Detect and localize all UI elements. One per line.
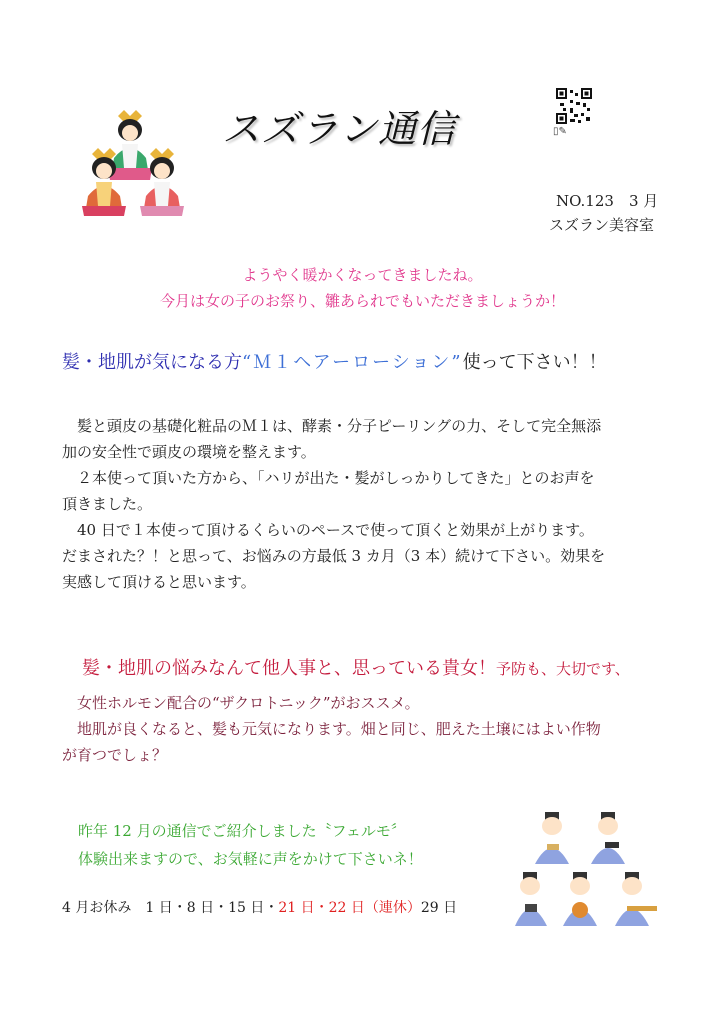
greeting-line-2: 今月は女の子のお祭り、雛あられでもいただきましょうか！ — [159, 292, 565, 310]
section1-heading-rest: 使って下さい！！ — [462, 352, 607, 373]
greeting-line-1: ようやく暖かくなってきましたね。 — [242, 266, 483, 284]
section2-line: 女性ホルモン配合の“ザクロトニック”がおススメ。 — [77, 694, 420, 712]
holiday-suffix: 29 日 — [420, 900, 458, 916]
hina-musicians-illustration — [515, 808, 675, 948]
section1-heading — [62, 348, 607, 374]
holiday-consecutive: 21 日・22 日（連休） — [278, 900, 421, 916]
musician-4 — [563, 872, 597, 926]
section1-line: だまされた？！と思って、お悩みの方最低 3 カ月（3 本）続けて下さい。効果を — [62, 547, 606, 565]
musician-3 — [515, 872, 547, 926]
newsletter-title: スズラン通信 — [222, 107, 457, 151]
princess-right — [140, 148, 184, 216]
section1-heading-main: 髪・地肌が気になる方 — [62, 352, 242, 373]
qr-small-icons: ▯✎ — [553, 126, 567, 137]
section1-body — [62, 413, 674, 595]
issue-number: NO.123 3 月 — [556, 192, 659, 210]
section1-line: ２本使って頂いた方から、「ハリが出た・髪がしっかりしてきた」とのお声を — [77, 469, 595, 487]
section1-line: 頂きました。 — [62, 495, 153, 513]
hina-princesses-illustration — [78, 108, 208, 218]
section2-line: 地肌が良くなると、髪も元気になります。畑と同じ、肥えた土壌にはよい作物 — [77, 720, 601, 738]
notice-line-2: 体験出来ますので、お気軽に声をかけて下さいネ！ — [78, 850, 423, 868]
section1-line: 加の安全性で頭皮の環境を整えます。 — [62, 443, 316, 461]
section2-line: が育つでしょ？ — [62, 746, 168, 764]
holiday-schedule — [62, 897, 457, 917]
musician-2 — [591, 812, 625, 864]
salon-name: スズラン美容室 — [549, 216, 655, 234]
section2-heading-small: 予防も、大切です、 — [496, 660, 630, 678]
section2-heading-main: 髪・地肌の悩みなんて他人事と、思っている貴女！ — [82, 658, 496, 679]
notice-line-1: 昨年 12 月の通信でご紹介しました〝フェルモ〞 — [78, 822, 406, 840]
qr-code-icon[interactable] — [556, 88, 592, 124]
section1-line: 40 日で１本使って頂けるくらいのペースで使って頂くと効果が上がります。 — [77, 521, 594, 539]
musician-1 — [535, 812, 569, 864]
holiday-prefix: 4 月お休み 1 日・8 日・15 日・ — [62, 900, 279, 916]
section1-line: 実感して頂けると思います。 — [62, 573, 256, 591]
section1-line: 髪と頭皮の基礎化粧品のＭ１は、酵素・分子ピーリングの力、そして完全無添 — [77, 417, 602, 435]
musician-5 — [615, 872, 657, 926]
section1-product-name: “Ｍ１ヘアーローション” — [242, 352, 463, 373]
section2-body — [62, 690, 674, 768]
section2-heading — [82, 654, 630, 680]
